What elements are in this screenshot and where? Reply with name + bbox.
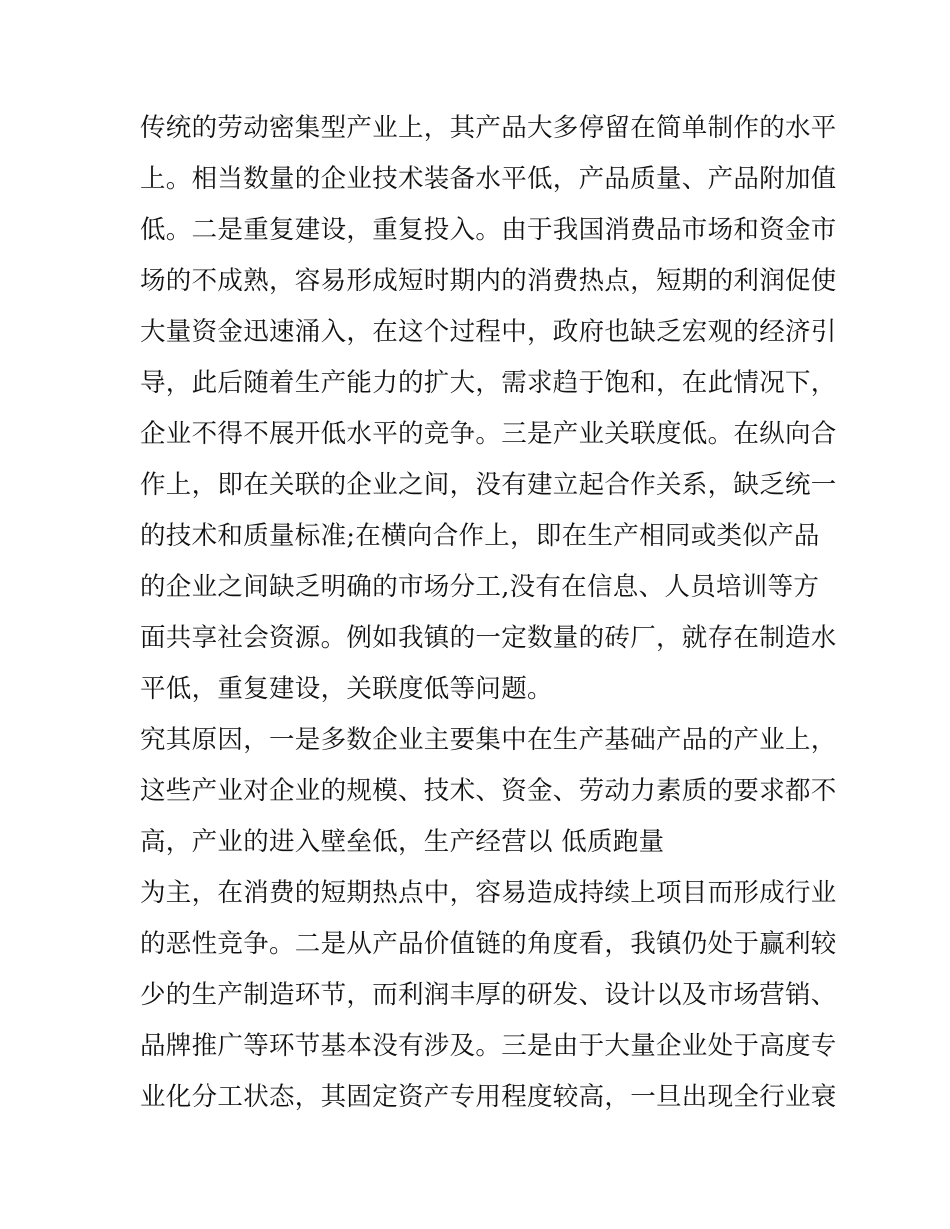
text-line: 大量资金迅速涌入，在这个过程中，政府也缺乏宏观的经济引 — [140, 317, 837, 347]
text-line: 究其原因，一是多数企业主要集中在生产基础产品的产业上， — [140, 725, 837, 755]
text-line: 高，产业的进入壁垒低，生产经营以 低质跑量 — [140, 827, 665, 857]
text-line: 作上，即在关联的企业之间，没有建立起合作关系，缺乏统一 — [140, 470, 837, 500]
text-line: 的技术和质量标准;在横向合作上，即在生产相同或类似产品 — [140, 521, 820, 551]
text-line: 平低，重复建设，关联度低等问题。 — [140, 674, 553, 704]
text-line: 导，此后随着生产能力的扩大，需求趋于饱和，在此情况下， — [140, 368, 837, 398]
text-line: 企业不得不展开低水平的竞争。三是产业关联度低。在纵向合 — [140, 419, 837, 449]
text-line: 低。二是重复建设，重复投入。由于我国消费品市场和资金市 — [140, 215, 837, 245]
text-line: 品牌推广等环节基本没有涉及。三是由于大量企业处于高度专 — [140, 1031, 837, 1061]
text-line: 业化分工状态，其固定资产专用程度较高，一旦出现全行业衰 — [140, 1082, 837, 1112]
text-line: 为主，在消费的短期热点中，容易造成持续上项目而形成行业 — [140, 878, 837, 908]
text-line: 这些产业对企业的规模、技术、资金、劳动力素质的要求都不 — [140, 776, 837, 806]
text-line: 的企业之间缺乏明确的市场分工,没有在信息、人员培训等方 — [140, 572, 820, 602]
text-line: 上。相当数量的企业技术装备水平低，产品质量、产品附加值 — [140, 164, 837, 194]
text-line: 少的生产制造环节，而利润丰厚的研发、设计以及市场营销、 — [140, 980, 837, 1010]
text-line: 场的不成熟，容易形成短时期内的消费热点，短期的利润促使 — [140, 266, 837, 296]
body-text — [140, 103, 837, 1123]
text-line: 传统的劳动密集型产业上，其产品大多停留在简单制作的水平 — [140, 113, 837, 143]
text-line: 面共享社会资源。例如我镇的一定数量的砖厂，就存在制造水 — [140, 623, 837, 653]
text-line: 的恶性竞争。二是从产品价值链的角度看，我镇仍处于赢利较 — [140, 929, 837, 959]
